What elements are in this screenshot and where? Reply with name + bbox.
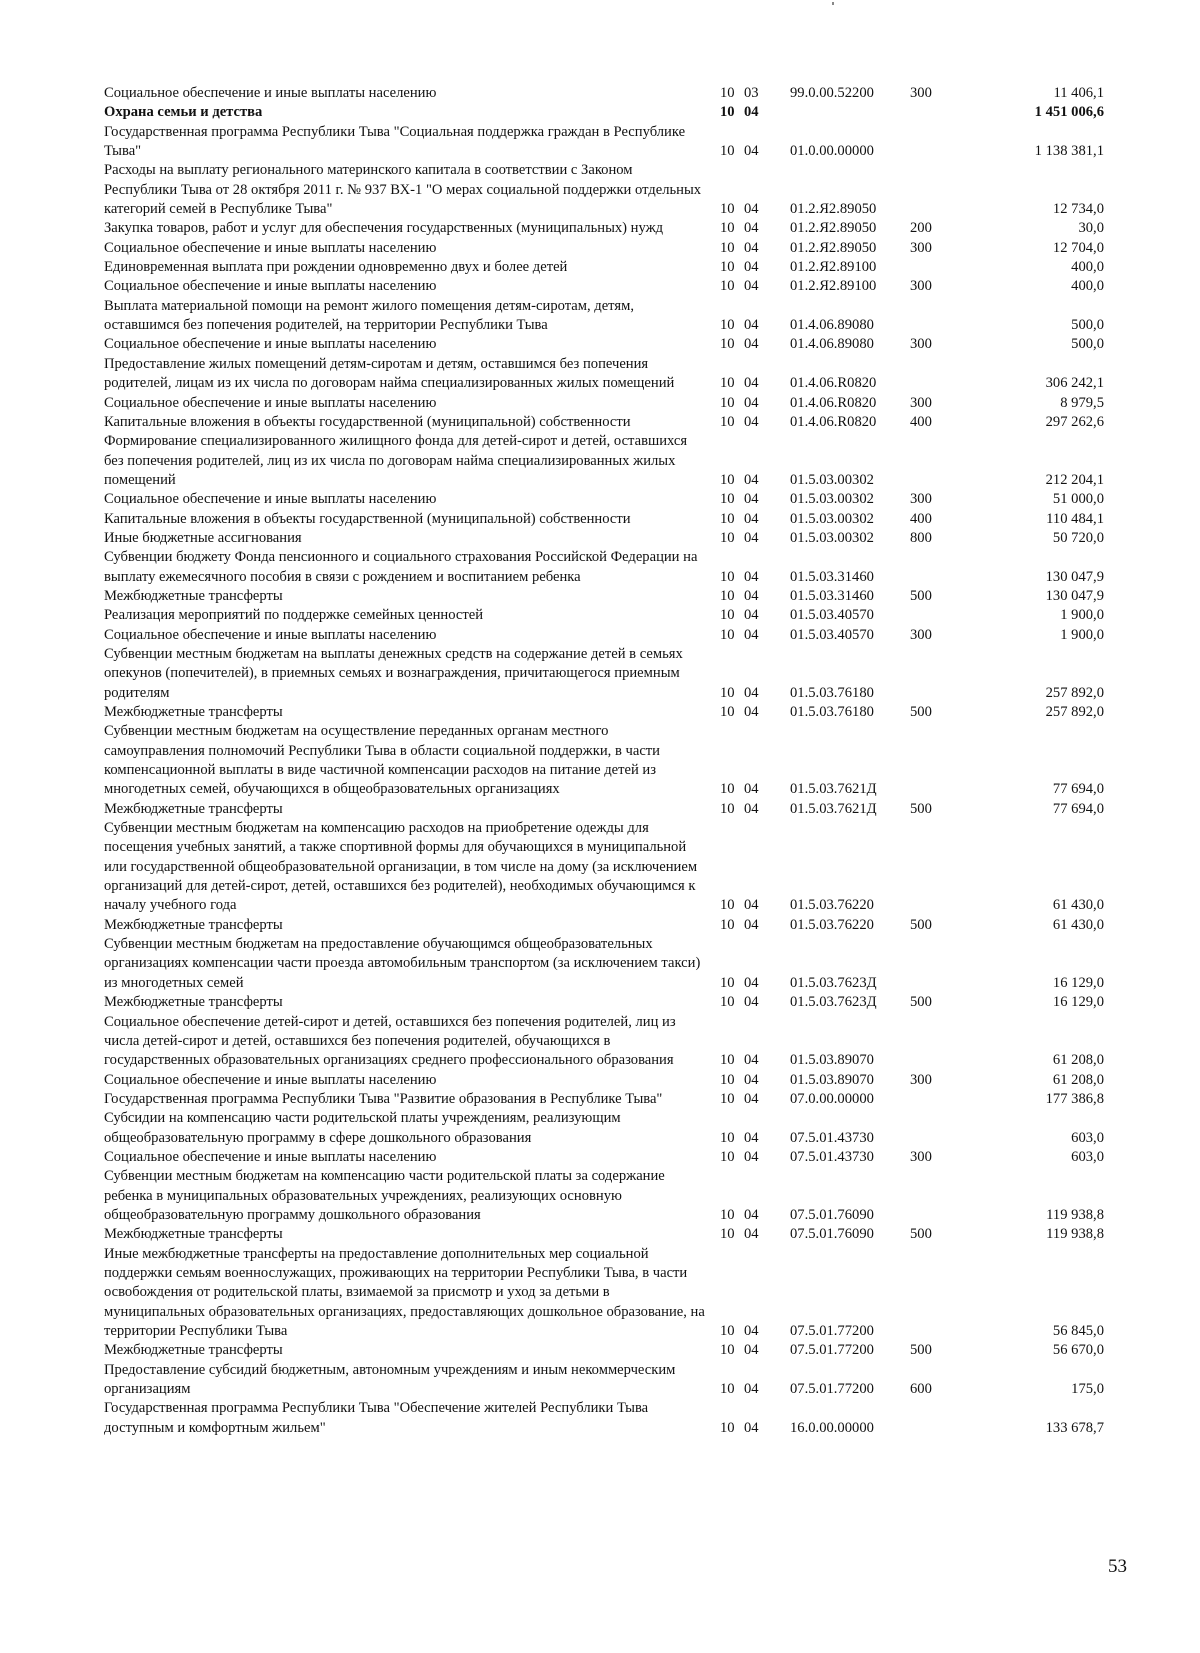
row-section: 10 [720,916,735,933]
row-amount: 16 129,0 [1052,994,1104,1011]
row-section: 10 [720,220,735,237]
table-row [104,993,1104,1012]
row-name: Социальное обеспечение и иные выплаты населению [104,278,437,295]
row-amount: 175,0 [1071,1381,1104,1398]
row-target-code: 16.0.00.00000 [790,1419,874,1436]
row-subsection: 04 [744,916,759,933]
row-subsection: 04 [744,974,759,991]
row-section: 10 [720,85,735,101]
row-amount: 603,0 [1071,1148,1104,1165]
row-name: Субвенции бюджету Фонда пенсионного и социального страхования Российской Федерации на выплату ежемесячного пособия в связи с рождением и воспитанием ребенка [104,549,698,585]
table-row [104,490,1104,509]
row-amount: 50 720,0 [1052,529,1104,546]
row-section: 10 [720,104,735,121]
row-subsection: 04 [744,626,759,643]
row-target-code: 07.5.01.76090 [790,1226,874,1243]
row-expense-type: 800 [910,529,932,546]
row-target-code: 01.2.Я2.89050 [790,239,877,256]
row-amount: 1 900,0 [1060,607,1104,624]
scan-artifact [832,2,834,5]
row-target-code: 01.5.03.76220 [790,916,874,933]
table-row [104,819,1104,916]
row-amount: 130 047,9 [1045,587,1104,604]
table-row [104,645,1104,703]
row-section: 10 [720,413,735,430]
row-subsection: 04 [744,1052,759,1069]
table-row [104,432,1104,490]
row-expense-type: 300 [910,1071,932,1088]
row-target-code: 01.5.03.89070 [790,1071,874,1088]
table-row [104,1090,1104,1109]
row-section: 10 [720,587,735,604]
row-target-code: 01.2.Я2.89100 [790,278,877,295]
table-row [104,277,1104,296]
row-section: 10 [720,1226,735,1243]
row-section: 10 [720,704,735,720]
row-target-code: 01.5.03.76220 [790,897,874,914]
row-section: 10 [720,375,735,392]
row-name: Социальное обеспечение и иные выплаты населению [104,336,437,353]
row-subsection: 04 [744,897,759,914]
table-row [104,413,1104,432]
row-name: Межбюджетные трансферты [104,994,283,1011]
row-expense-type: 300 [910,336,932,353]
row-target-code: 07.5.01.77200 [790,1381,874,1398]
row-amount: 110 484,1 [1046,510,1104,527]
table-row [104,1399,1104,1438]
row-expense-type: 300 [910,394,932,411]
row-target-code: 07.5.01.43730 [790,1148,874,1165]
table-row [104,219,1104,238]
row-expense-type: 300 [910,85,932,101]
row-target-code: 01.5.03.00302 [790,529,874,546]
row-amount: 12 704,0 [1052,239,1104,256]
row-section: 10 [720,1129,735,1146]
row-subsection: 04 [744,491,759,508]
row-amount: 257 892,0 [1045,684,1104,701]
row-amount: 16 129,0 [1052,974,1104,991]
row-subsection: 04 [744,104,759,121]
row-section: 10 [720,394,735,411]
row-amount: 61 430,0 [1052,916,1104,933]
row-section: 10 [720,974,735,991]
row-amount: 177 386,8 [1045,1090,1104,1107]
row-subsection: 04 [744,336,759,353]
row-section: 10 [720,201,735,218]
row-amount: 1 900,0 [1060,626,1104,643]
row-subsection: 04 [744,1226,759,1243]
row-name: Межбюджетные трансферты [104,1342,283,1359]
row-amount: 30,0 [1078,220,1104,237]
row-target-code: 01.2.Я2.89050 [790,201,877,218]
row-amount: 56 845,0 [1052,1323,1104,1339]
table-row [104,84,1104,103]
table-row [104,335,1104,354]
row-subsection: 04 [744,1148,759,1165]
row-target-code: 01.5.03.00302 [790,491,874,508]
row-name: Межбюджетные трансферты [104,587,283,604]
row-target-code: 01.5.03.76180 [790,684,874,701]
table-row [104,935,1104,993]
row-target-code: 01.5.03.7621Д [790,781,877,798]
table-row [104,1148,1104,1167]
table-row [104,529,1104,548]
row-amount: 61 430,0 [1052,897,1104,914]
row-target-code: 07.0.00.00000 [790,1090,874,1107]
row-subsection: 04 [744,1129,759,1146]
row-target-code: 01.2.Я2.89050 [790,220,877,237]
row-subsection: 04 [744,510,759,527]
row-name: Предоставление субсидий бюджетным, автономным учреждениям и иным некоммерческим организациям [104,1361,676,1398]
table-row [104,161,1104,219]
row-section: 10 [720,529,735,546]
row-subsection: 04 [744,1323,759,1339]
row-section: 10 [720,336,735,353]
row-name: Социальное обеспечение и иные выплаты населению [104,491,437,508]
row-section: 10 [720,1052,735,1069]
row-amount: 130 047,9 [1045,568,1104,585]
row-amount: 133 678,7 [1045,1419,1104,1436]
row-name: Субвенции местным бюджетам на выплаты денежных средств на содержание детей в семьях опекунов (попечителей), в приемных семьях и вознаграждения, причитающегося приемным родителям [104,645,683,701]
row-subsection: 04 [744,259,759,276]
row-section: 10 [720,1419,735,1436]
table-row [104,1341,1104,1360]
row-subsection: 04 [744,529,759,546]
row-subsection: 04 [744,781,759,798]
table-row [104,297,1104,336]
row-expense-type: 400 [910,510,932,527]
row-subsection: 04 [744,684,759,701]
row-name: Межбюджетные трансферты [104,800,283,817]
row-expense-type: 300 [910,491,932,508]
row-subsection: 04 [744,1206,759,1223]
row-amount: 1 451 006,6 [1034,104,1104,121]
row-expense-type: 500 [910,800,932,817]
row-section: 10 [720,471,735,488]
row-subsection: 04 [744,239,759,256]
row-target-code: 01.2.Я2.89100 [790,259,877,276]
row-target-code: 01.0.00.00000 [790,143,874,160]
row-amount: 77 694,0 [1052,781,1104,798]
row-name: Субсидии на компенсацию части родительской платы учреждениям, реализующим общеобразовательную программу в сфере дошкольного образования [104,1110,621,1146]
row-subsection: 04 [744,278,759,295]
row-subsection: 04 [744,1071,759,1088]
row-section: 10 [720,1090,735,1107]
row-expense-type: 500 [910,916,932,933]
table-row [104,239,1104,258]
row-name: Иные межбюджетные трансферты на предоставление дополнительных мер социальной поддержки семьям военнослужащих, проживающих на территории Республики Тыва, в части освобождения от родительской платы, взимаемой за присмотр и уход за детьми в муниципальных образовательных организациях, предоставляющих дошкольное образование, на территории Республики Тыва [104,1245,705,1339]
table-row [104,1245,1104,1342]
row-amount: 119 938,8 [1046,1206,1104,1223]
row-section: 10 [720,510,735,527]
row-name: Капитальные вложения в объекты государственной (муниципальной) собственности [104,413,631,430]
row-section: 10 [720,607,735,624]
row-amount: 603,0 [1071,1129,1104,1146]
row-amount: 56 670,0 [1052,1342,1104,1359]
row-target-code: 01.5.03.7621Д [790,800,877,817]
row-name: Государственная программа Республики Тыва "Социальная поддержка граждан в Республике Тыва" [104,123,686,160]
row-name: Социальное обеспечение и иные выплаты населению [104,394,437,411]
row-name: Государственная программа Республики Тыва "Обеспечение жителей Республики Тыва доступным и комфортным жильем" [104,1400,649,1436]
row-name: Социальное обеспечение и иные выплаты населению [104,1071,437,1088]
row-subsection: 04 [744,143,759,160]
row-section: 10 [720,1206,735,1223]
row-target-code: 01.5.03.31460 [790,587,874,604]
row-amount: 51 000,0 [1052,491,1104,508]
row-name: Расходы на выплату регионального материнского капитала в соответствии с Законом Республики Тыва от 28 октября 2011 г. № 937 ВХ-1 "О мерах социальной поддержки отдельных категорий семей в Республике Тыва" [104,162,702,218]
row-section: 10 [720,1148,735,1165]
row-expense-type: 600 [910,1381,932,1398]
row-name: Реализация мероприятий по поддержке семейных ценностей [104,607,484,624]
row-amount: 400,0 [1071,278,1104,295]
row-name: Социальное обеспечение и иные выплаты населению [104,85,437,101]
row-name: Иные бюджетные ассигнования [104,529,302,546]
table-row [104,1167,1104,1225]
row-expense-type: 300 [910,239,932,256]
table-row [104,394,1104,413]
row-target-code: 01.5.03.00302 [790,471,874,488]
row-subsection: 04 [744,607,759,624]
row-name: Социальное обеспечение и иные выплаты населению [104,1148,437,1165]
row-target-code: 07.5.01.77200 [790,1342,874,1359]
table-row [104,916,1104,935]
row-target-code: 01.5.03.40570 [790,607,874,624]
table-row [104,1361,1104,1400]
row-name: Субвенции местным бюджетам на компенсацию части родительской платы за содержание ребенка в муниципальных образовательных учреждениях, реализующих основную общеобразовательную программу дошкольного образования [104,1168,665,1223]
row-target-code: 01.5.03.89070 [790,1052,874,1069]
row-name: Социальное обеспечение детей-сирот и детей, оставшихся без попечения родителей, лиц из числа детей-сирот и детей, оставшихся без попечения родителей, обучающихся в государственных образовательных организациях среднего профессионального образования [104,1013,676,1069]
row-section: 10 [720,317,735,334]
row-name: Социальное обеспечение и иные выплаты населению [104,626,437,643]
row-target-code: 01.5.03.7623Д [790,994,877,1011]
row-subsection: 04 [744,220,759,237]
table-row [104,1225,1104,1244]
row-expense-type: 500 [910,1226,932,1243]
row-subsection: 04 [744,568,759,585]
row-section: 10 [720,897,735,914]
row-name: Государственная программа Республики Тыва "Развитие образования в Республике Тыва" [104,1090,663,1107]
row-amount: 400,0 [1071,259,1104,276]
row-amount: 1 138 381,1 [1034,143,1104,160]
row-amount: 297 262,6 [1045,413,1104,430]
row-target-code: 01.5.03.7623Д [790,974,877,991]
row-section: 10 [720,684,735,701]
row-name: Формирование специализированного жилищного фонда для детей-сирот и детей, оставшихся без попечения родителей, лиц из их числа по договорам найма специализированных жилых помещений [104,433,688,488]
row-target-code: 01.5.03.40570 [790,626,874,643]
row-target-code: 01.5.03.00302 [790,510,874,527]
row-section: 10 [720,626,735,643]
row-amount: 61 208,0 [1052,1052,1104,1069]
row-expense-type: 500 [910,587,932,604]
table-row [104,548,1104,587]
row-target-code: 01.4.06.R0820 [790,375,877,392]
row-subsection: 04 [744,471,759,488]
row-subsection: 03 [744,85,759,101]
budget-table [104,84,1104,1438]
row-name: Субвенции местным бюджетам на осуществление переданных органам местного самоуправления полномочий Республики Тыва в области социальной поддержки, в части компенсационной выплаты в виде частичной компенсации расходов на питание детей из многодетных семей, обучающихся в общеобразовательных организациях [104,723,660,798]
row-subsection: 04 [744,413,759,430]
row-target-code: 01.4.06.89080 [790,317,874,334]
row-target-code: 01.5.03.31460 [790,568,874,585]
table-row [104,606,1104,625]
row-amount: 306 242,1 [1045,375,1104,392]
row-name: Выплата материальной помощи на ремонт жилого помещения детям-сиротам, детям, оставшимся без попечения родителей, на территории Республики Тыва [104,297,634,334]
row-subsection: 04 [744,1090,759,1107]
row-target-code: 07.5.01.43730 [790,1129,874,1146]
row-section: 10 [720,143,735,160]
row-expense-type: 500 [910,704,932,720]
row-amount: 257 892,0 [1045,704,1104,720]
row-expense-type: 200 [910,220,932,237]
row-amount: 77 694,0 [1052,800,1104,817]
row-name: Межбюджетные трансферты [104,1226,283,1243]
table-row [104,722,1104,799]
row-amount: 500,0 [1071,336,1104,353]
table-row [104,587,1104,606]
row-target-code: 01.5.03.76180 [790,704,874,720]
table-row [104,103,1104,122]
row-section: 10 [720,568,735,585]
table-row [104,510,1104,529]
row-name: Межбюджетные трансферты [104,916,283,933]
row-section: 10 [720,278,735,295]
row-name: Предоставление жилых помещений детям-сиротам и детям, оставшимся без попечения родителей, лицам из их числа по договорам найма специализированных жилых помещений [104,355,675,392]
row-subsection: 04 [744,1381,759,1398]
row-subsection: 04 [744,375,759,392]
row-name: Социальное обеспечение и иные выплаты населению [104,239,437,256]
row-section: 10 [720,1323,735,1339]
row-name: Закупка товаров, работ и услуг для обеспечения государственных (муниципальных) нужд [104,220,664,237]
row-subsection: 04 [744,1419,759,1436]
row-amount: 500,0 [1071,317,1104,334]
row-target-code: 99.0.00.52200 [790,85,874,101]
table-row [104,626,1104,645]
row-subsection: 04 [744,704,759,720]
row-subsection: 04 [744,587,759,604]
row-section: 10 [720,1381,735,1398]
row-section: 10 [720,259,735,276]
row-section: 10 [720,800,735,817]
table-row [104,800,1104,819]
row-target-code: 01.4.06.R0820 [790,394,877,411]
table-row [104,703,1104,722]
row-name: Единовременная выплата при рождении одновременно двух и более детей [104,259,568,276]
row-section: 10 [720,491,735,508]
row-expense-type: 500 [910,1342,932,1359]
row-subsection: 04 [744,317,759,334]
row-subsection: 04 [744,201,759,218]
row-target-code: 01.4.06.89080 [790,336,874,353]
row-subsection: 04 [744,1342,759,1359]
row-section: 10 [720,239,735,256]
row-amount: 212 204,1 [1045,471,1104,488]
row-expense-type: 300 [910,278,932,295]
row-section: 10 [720,1342,735,1359]
row-amount: 12 734,0 [1052,201,1104,218]
row-expense-type: 500 [910,994,932,1011]
row-subsection: 04 [744,800,759,817]
row-name: Капитальные вложения в объекты государственной (муниципальной) собственности [104,510,631,527]
row-amount: 8 979,5 [1060,394,1104,411]
row-expense-type: 300 [910,626,932,643]
row-subsection: 04 [744,394,759,411]
table-row [104,355,1104,394]
row-section: 10 [720,1071,735,1088]
table-row [104,258,1104,277]
row-amount: 61 208,0 [1052,1071,1104,1088]
row-amount: 11 406,1 [1053,85,1104,101]
row-expense-type: 400 [910,413,932,430]
table-row [104,123,1104,162]
row-name: Охрана семьи и детства [104,104,263,121]
row-section: 10 [720,994,735,1011]
row-subsection: 04 [744,994,759,1011]
row-name: Межбюджетные трансферты [104,704,283,720]
row-name: Субвенции местным бюджетам на предоставление обучающимся общеобразовательных организациях компенсации части проезда автомобильным транспортом (за исключением такси) из многодетных семей [104,936,701,991]
row-section: 10 [720,781,735,798]
row-expense-type: 300 [910,1148,932,1165]
page-number: 53 [1108,1556,1127,1577]
table-row [104,1109,1104,1148]
row-name: Субвенции местным бюджетам на компенсацию расходов на приобретение одежды для посещения учебных занятий, а также спортивной формы для обучающихся в муниципальной или государственной общеобразовательной организации, в том числе на дому (за исключением организаций для детей-сирот, детей, оставшихся без родителей), необходимых обучающимся к началу учебного года [104,820,698,914]
table-row [104,1071,1104,1090]
table-row [104,1013,1104,1071]
row-target-code: 07.5.01.77200 [790,1323,874,1339]
row-amount: 119 938,8 [1046,1226,1104,1243]
row-target-code: 07.5.01.76090 [790,1206,874,1223]
row-target-code: 01.4.06.R0820 [790,413,877,430]
